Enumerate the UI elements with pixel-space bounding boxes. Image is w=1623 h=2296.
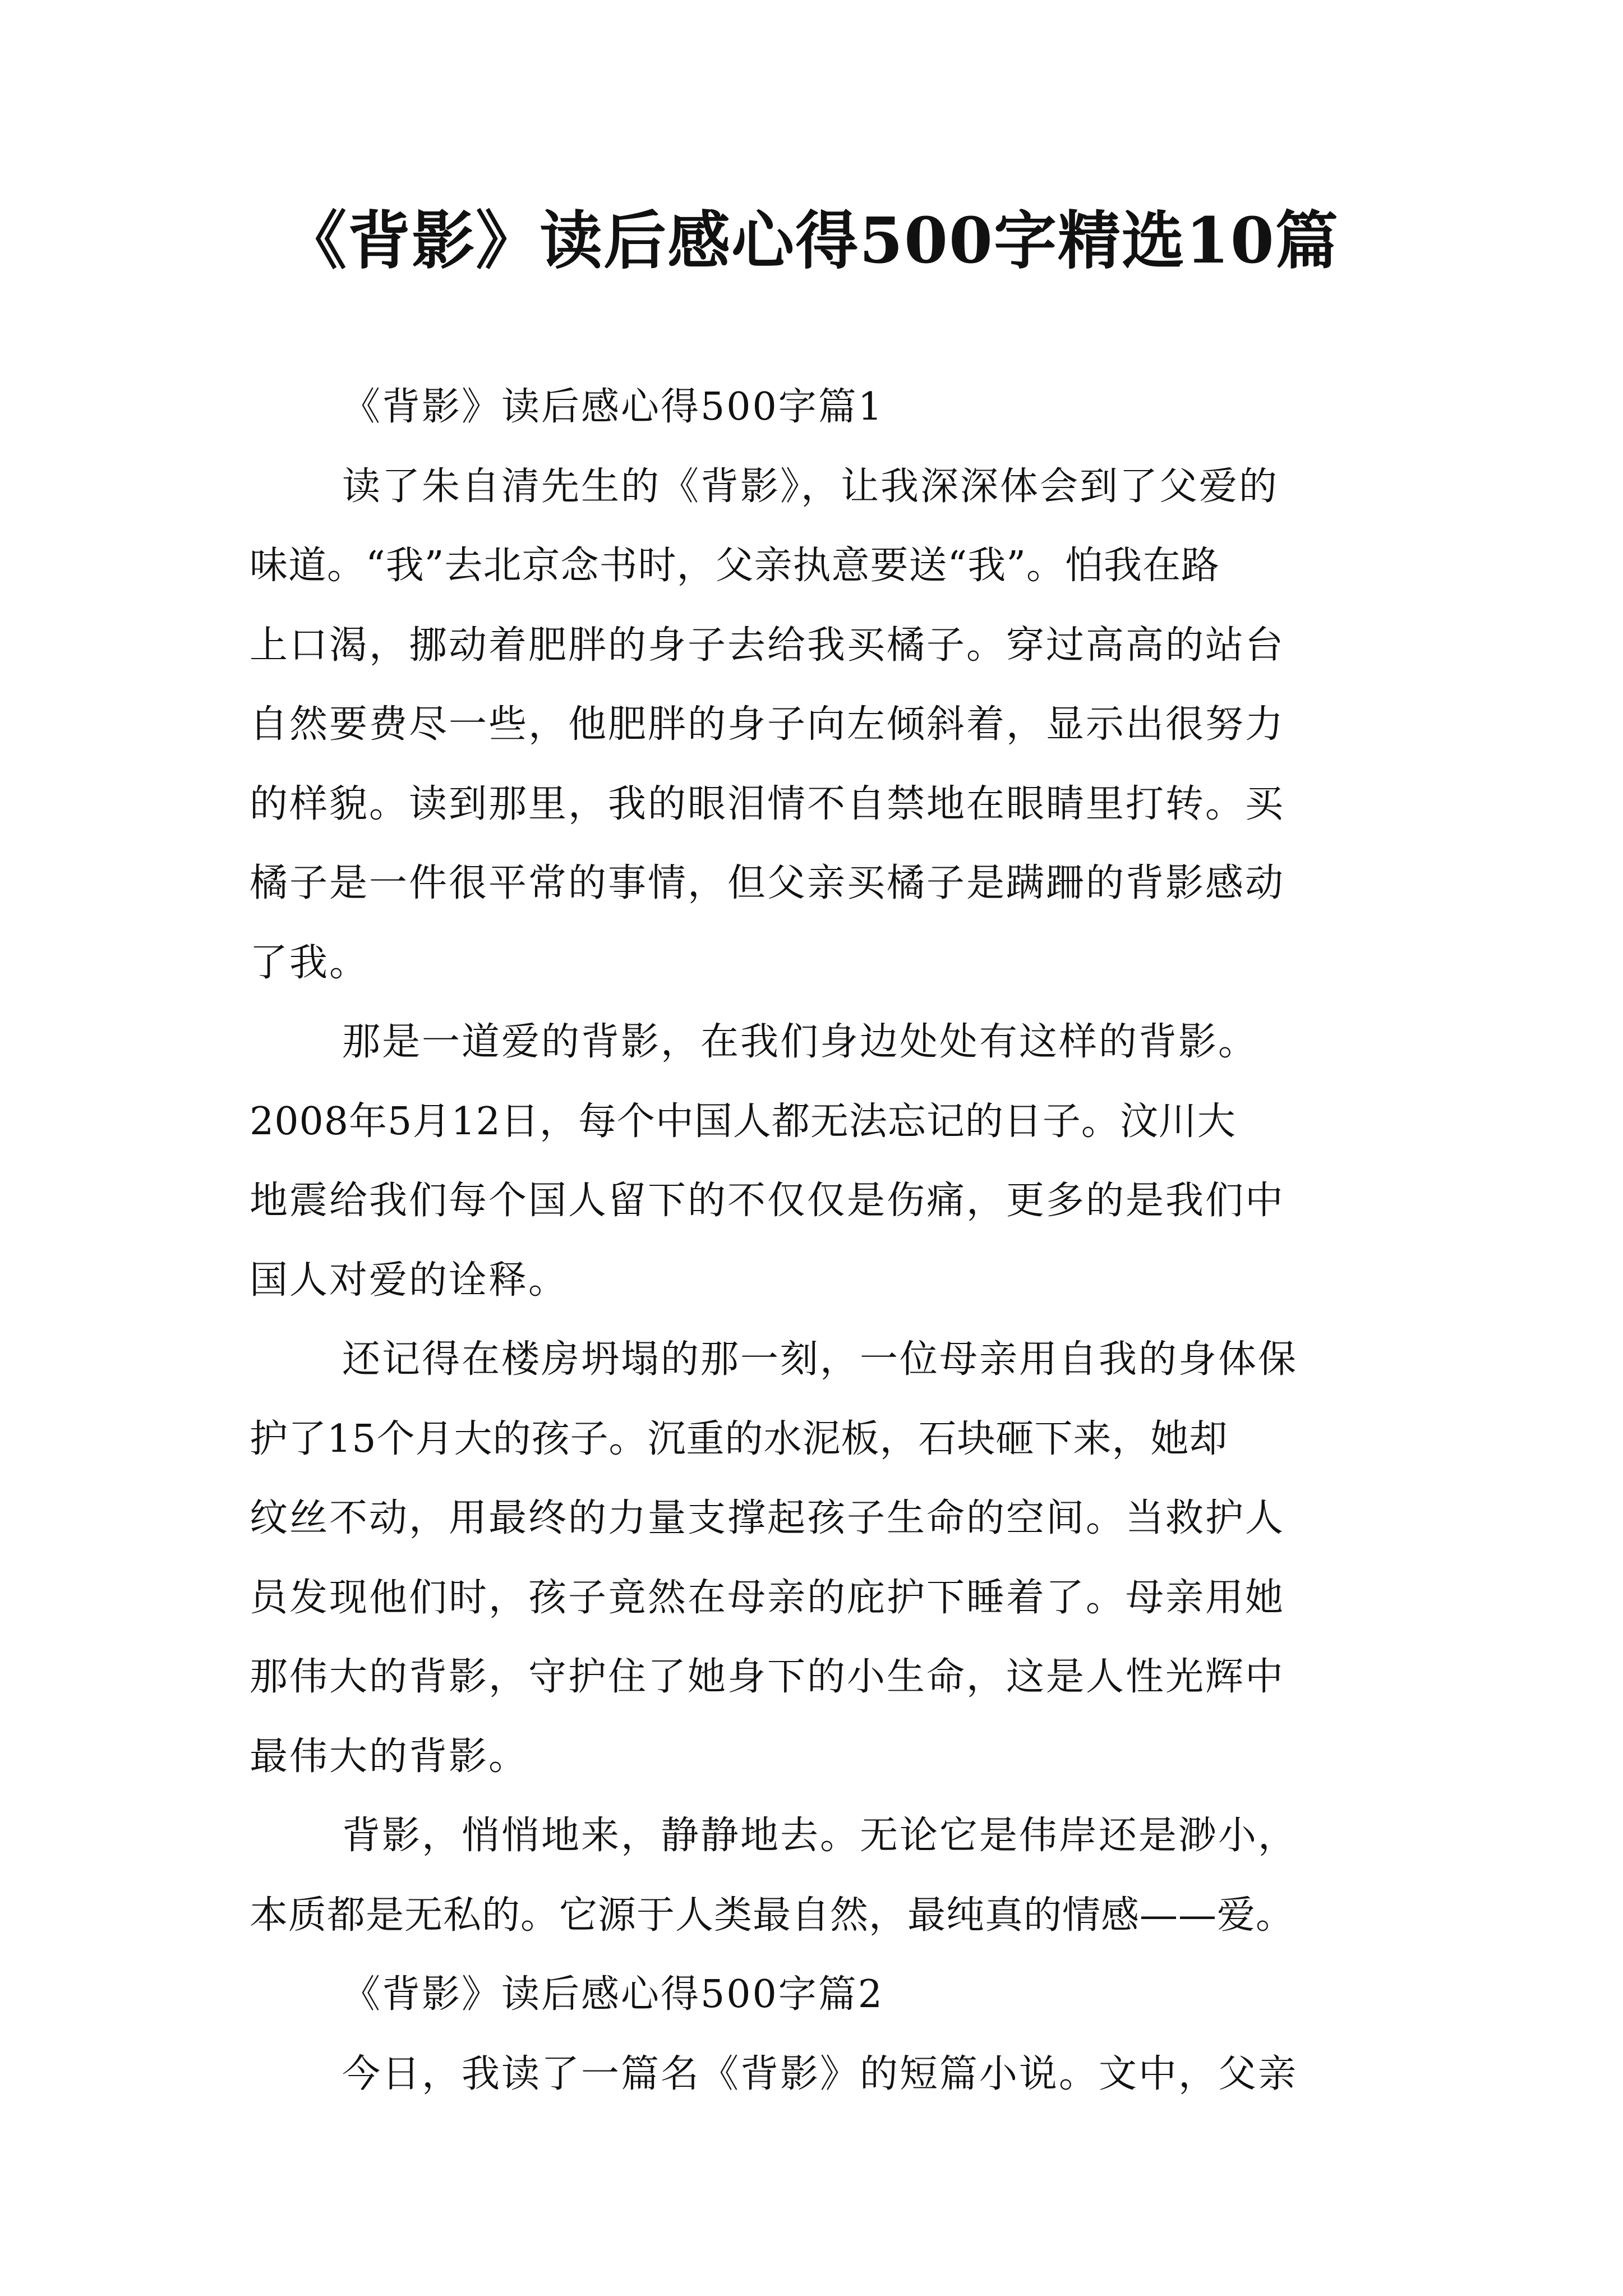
body-line: 背影，悄悄地来，静静地去。无论它是伟岸还是渺小，	[342, 1814, 1298, 1858]
body-line: 橘子是一件很平常的事情，但父亲买橘子是蹒跚的背影感动	[250, 861, 1285, 905]
body-line: 国人对爱的诠释。	[250, 1258, 569, 1303]
body-line: 自然要费尽一些，他肥胖的身子向左倾斜着，显示出很努力	[250, 702, 1285, 747]
document-title: 《背影》读后感心得500字精选10篇	[284, 204, 1339, 278]
section-heading-2: 《背影》读后感心得500字篇2	[342, 1972, 884, 2017]
body-line: 2008年5月12日，每个中国人都无法忘记的日子。汶川大	[250, 1099, 1236, 1144]
body-line: 纹丝不动，用最终的力量支撑起孩子生命的空间。当救护人	[250, 1496, 1285, 1540]
section-heading-1: 《背影》读后感心得500字篇1	[342, 385, 884, 429]
body-line: 那伟大的背影，守护住了她身下的小生命，这是人性光辉中	[250, 1655, 1285, 1699]
body-line: 读了朱自清先生的《背影》，让我深深体会到了父爱的	[342, 464, 1279, 509]
body-line: 还记得在楼房坍塌的那一刻，一位母亲用自我的身体保	[342, 1337, 1298, 1382]
body-line: 的样貌。读到那里，我的眼泪情不自禁地在眼睛里打转。买	[250, 781, 1285, 826]
body-line: 员发现他们时，孩子竟然在母亲的庇护下睡着了。母亲用她	[250, 1575, 1285, 1620]
body-line: 那是一道爱的背影，在我们身边处处有这样的背影。	[342, 1020, 1258, 1064]
body-line: 地震给我们每个国人留下的不仅仅是伤痛，更多的是我们中	[250, 1179, 1285, 1223]
body-line: 上口渴，挪动着肥胖的身子去给我买橘子。穿过高高的站台	[250, 623, 1285, 668]
body-line: 最伟大的背影。	[250, 1734, 529, 1779]
document-body	[250, 367, 1391, 2114]
body-line: 护了15个月大的孩子。沉重的水泥板，石块砸下来，她却	[250, 1416, 1228, 1461]
body-line: 味道。“我”去北京念书时，父亲执意要送“我”。怕我在路	[250, 544, 1220, 588]
body-line: 本质都是无私的。它源于人类最自然，最纯真的情感——爱。	[250, 1893, 1295, 1938]
body-line: 了我。	[250, 940, 370, 985]
body-line: 今日，我读了一篇名《背影》的短篇小说。文中，父亲	[342, 2051, 1298, 2096]
